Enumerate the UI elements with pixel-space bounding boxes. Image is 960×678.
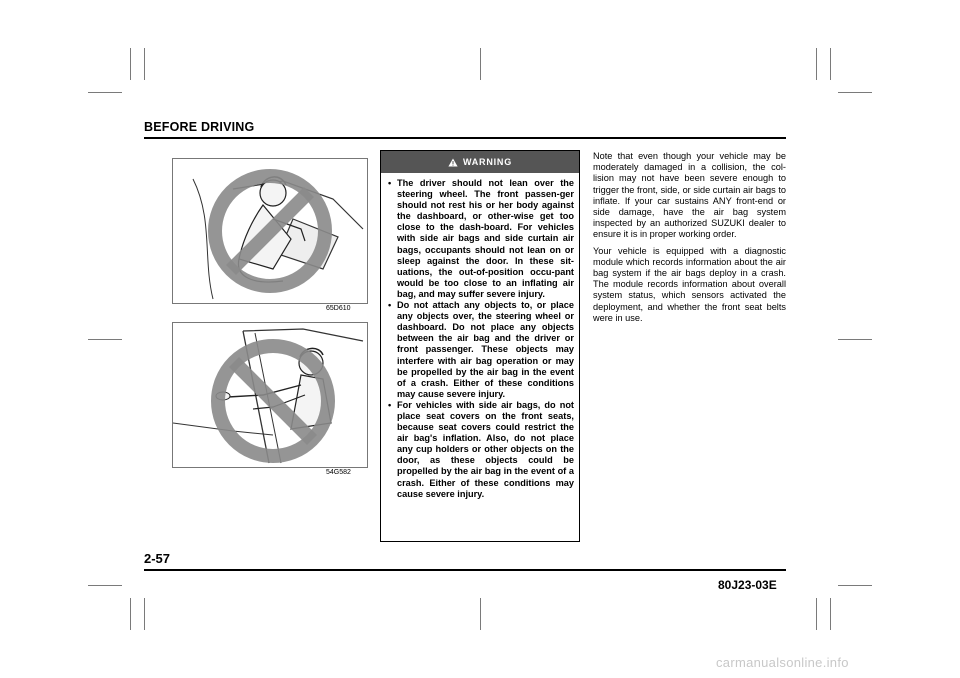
document-code: 80J23-03E [718, 578, 777, 592]
warning-item: • For vehicles with side air bags, do not place seat covers on the front seats, because seat covers could restrict the air bag's inflation. Also, do not place any cup holders or other objects on the door, as these objects could be propelled by the air bag in the event of a crash. Either of these conditions may cause severe injury. [388, 400, 574, 500]
section-title: BEFORE DRIVING [144, 120, 255, 134]
warning-item: • Do not attach any objects to, or place any objects over, the steering wheel or dashboard. Do not place any objects between the air bag and the driver or front passenger. These objects may interfere with air bag operation or may be propelled by the air bag in the event of a crash. Either of these conditions may cause severe injury. [388, 300, 574, 400]
warning-item: • The driver should not lean over the steering wheel. The front passen-ger should not rest his or her body against the dashboard, or other-wise get too close to the dash-board. For vehicles with side air bags and side curtain air bags, occupants should not lean on or sleep against the door. In these sit-uations, the out-of-position occu-pant would be too close to an inflating air bag, and may suffer severe injury. [388, 178, 574, 300]
crop-mark [130, 48, 131, 80]
body-paragraph: Note that even though your vehicle may be moderately damaged in a collision, the col-lision may not have been severe enough to trigger the front, side, or side curtain air bags to inflate. If your car sustains ANY front-end or side damage, have the air bag system inspected by an authorized SUZUKI dealer to ensure it is in proper working order. [593, 151, 786, 240]
crop-mark [838, 92, 872, 93]
header-rule [144, 137, 786, 139]
watermark: carmanualsonline.info [716, 655, 849, 670]
crop-mark [144, 598, 145, 630]
crop-mark [816, 48, 817, 80]
warning-triangle-icon [448, 158, 458, 167]
warning-box [380, 150, 580, 542]
body-text [593, 151, 786, 329]
figure-driver-window [172, 322, 368, 468]
crop-mark [480, 48, 481, 80]
crop-mark [838, 339, 872, 340]
footer-rule [144, 569, 786, 571]
crop-mark [816, 598, 817, 630]
figure-passenger-dashboard [172, 158, 368, 304]
figure-code: 54G582 [326, 469, 351, 476]
body-paragraph: Your vehicle is equipped with a diagnostic module which records information about the air bag system if the air bags deploy in a crash. The module records information about overall system status, which sensors activated the deployment, and whether the front seat belts were in use. [593, 245, 786, 323]
crop-mark [88, 339, 122, 340]
crop-mark [130, 598, 131, 630]
crop-mark [480, 598, 481, 630]
warning-title: WARNING [462, 157, 513, 167]
warning-header [381, 151, 579, 173]
crop-mark [830, 598, 831, 630]
figure-code: 65D610 [326, 305, 351, 312]
crop-mark [88, 585, 122, 586]
crop-mark [830, 48, 831, 80]
passenger-dashboard-illustration [173, 159, 367, 303]
page-number: 2-57 [144, 551, 171, 566]
crop-mark [838, 585, 872, 586]
driver-window-illustration [173, 323, 367, 467]
crop-mark [144, 48, 145, 80]
warning-list [381, 173, 579, 500]
crop-mark [88, 92, 122, 93]
